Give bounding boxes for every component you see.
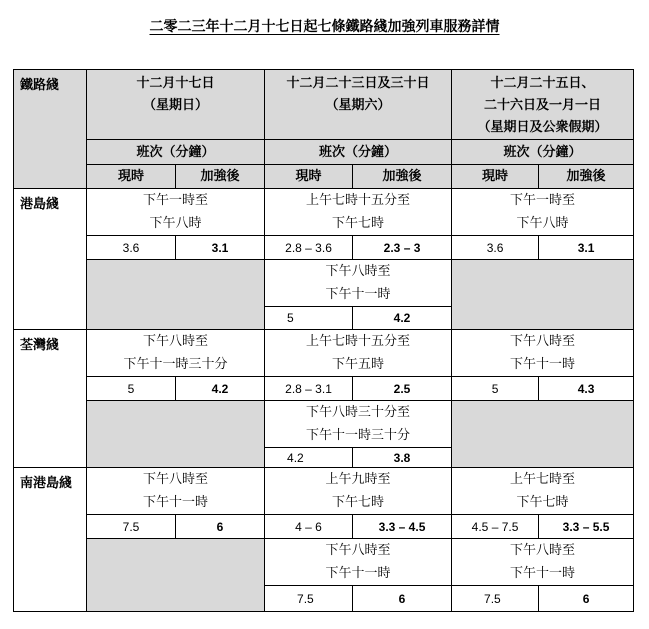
- header-frequency-1: 班次（分鐘）: [87, 140, 265, 165]
- enhanced-value: 6: [176, 515, 265, 539]
- header-enhanced-1: 加強後: [176, 165, 265, 189]
- period-cell: 下午八時至 下午十一時: [87, 468, 265, 515]
- current-value: 5: [452, 377, 539, 401]
- header-group-3: 十二月二十五日、 二十六日及一月一日 （星期日及公衆假期）: [452, 70, 634, 140]
- current-value: 7.5: [452, 586, 539, 612]
- current-value: 4 – 6: [265, 515, 353, 539]
- period-cell: 下午一時至 下午八時: [452, 189, 634, 236]
- page-title: 二零二三年十二月十七日起七條鐵路綫加強列車服務詳情: [149, 19, 500, 35]
- current-value: 4.5 – 7.5: [452, 515, 539, 539]
- period-cell: 下午一時至 下午八時: [87, 189, 265, 236]
- table-row: [14, 236, 634, 260]
- table-row: [14, 539, 634, 586]
- enhanced-value: 3.1: [176, 236, 265, 260]
- period-cell: 下午八時至 下午十一時: [265, 260, 452, 307]
- empty-gray-cell: [87, 539, 265, 612]
- enhanced-value: 2.5: [353, 377, 452, 401]
- current-value: 2.8 – 3.6: [265, 236, 353, 260]
- current-value: 3.6: [87, 236, 176, 260]
- enhanced-value: 4.2: [176, 377, 265, 401]
- header-railway-line: 鐵路綫: [14, 70, 87, 189]
- header-frequency-2: 班次（分鐘）: [265, 140, 452, 165]
- enhanced-value: 3.8: [353, 448, 452, 468]
- period-cell: 下午八時至 下午十一時三十分: [87, 330, 265, 377]
- header-current-1: 現時: [87, 165, 176, 189]
- header-group-2: 十二月二十三日及三十日 （星期六）: [265, 70, 452, 140]
- period-cell: 下午八時至 下午十一時: [452, 539, 634, 586]
- current-value: 2.8 – 3.1: [265, 377, 353, 401]
- period-cell: 上午七時至 下午七時: [452, 468, 634, 515]
- empty-gray-cell: [452, 401, 634, 468]
- empty-gray-cell: [452, 260, 634, 330]
- header-enhanced-3: 加強後: [539, 165, 634, 189]
- table-row: [14, 468, 634, 515]
- header-enhanced-2: 加強後: [353, 165, 452, 189]
- table-row: [14, 377, 634, 401]
- current-value: 3.6: [452, 236, 539, 260]
- period-cell: 上午七時十五分至 下午七時: [265, 189, 452, 236]
- enhanced-value: 4.3: [539, 377, 634, 401]
- header-frequency-3: 班次（分鐘）: [452, 140, 634, 165]
- period-cell: 上午七時十五分至 下午五時: [265, 330, 452, 377]
- enhanced-value: 3.3 – 4.5: [353, 515, 452, 539]
- table-row: [14, 189, 634, 236]
- header-current-3: 現時: [452, 165, 539, 189]
- period-cell: 下午八時三十分至 下午十一時三十分: [265, 401, 452, 448]
- empty-gray-cell: [87, 401, 265, 468]
- period-cell: 下午八時至 下午十一時: [265, 539, 452, 586]
- period-cell: 下午八時至 下午十一時: [452, 330, 634, 377]
- enhanced-value: 4.2: [353, 307, 452, 330]
- current-value: 5: [87, 377, 176, 401]
- table-row: [14, 260, 634, 307]
- table-row: [14, 401, 634, 448]
- enhanced-value: 6: [353, 586, 452, 612]
- table-row: [14, 515, 634, 539]
- table-row: [14, 330, 634, 377]
- enhanced-value: 2.3 – 3: [353, 236, 452, 260]
- current-value: 7.5: [265, 586, 353, 612]
- line-name-south-island: 南港島綫: [14, 468, 87, 612]
- header-current-2: 現時: [265, 165, 353, 189]
- enhanced-value: 6: [539, 586, 634, 612]
- header-group-1: 十二月十七日 （星期日）: [87, 70, 265, 140]
- current-value: 7.5: [87, 515, 176, 539]
- line-name-island: 港島綫: [14, 189, 87, 330]
- line-name-tsuen-wan: 荃灣綫: [14, 330, 87, 468]
- enhanced-value: 3.3 – 5.5: [539, 515, 634, 539]
- current-value: 4.2: [265, 448, 353, 468]
- period-cell: 上午九時至 下午七時: [265, 468, 452, 515]
- current-value: 5: [265, 307, 353, 330]
- enhanced-value: 3.1: [539, 236, 634, 260]
- service-table: [13, 69, 634, 612]
- empty-gray-cell: [87, 260, 265, 330]
